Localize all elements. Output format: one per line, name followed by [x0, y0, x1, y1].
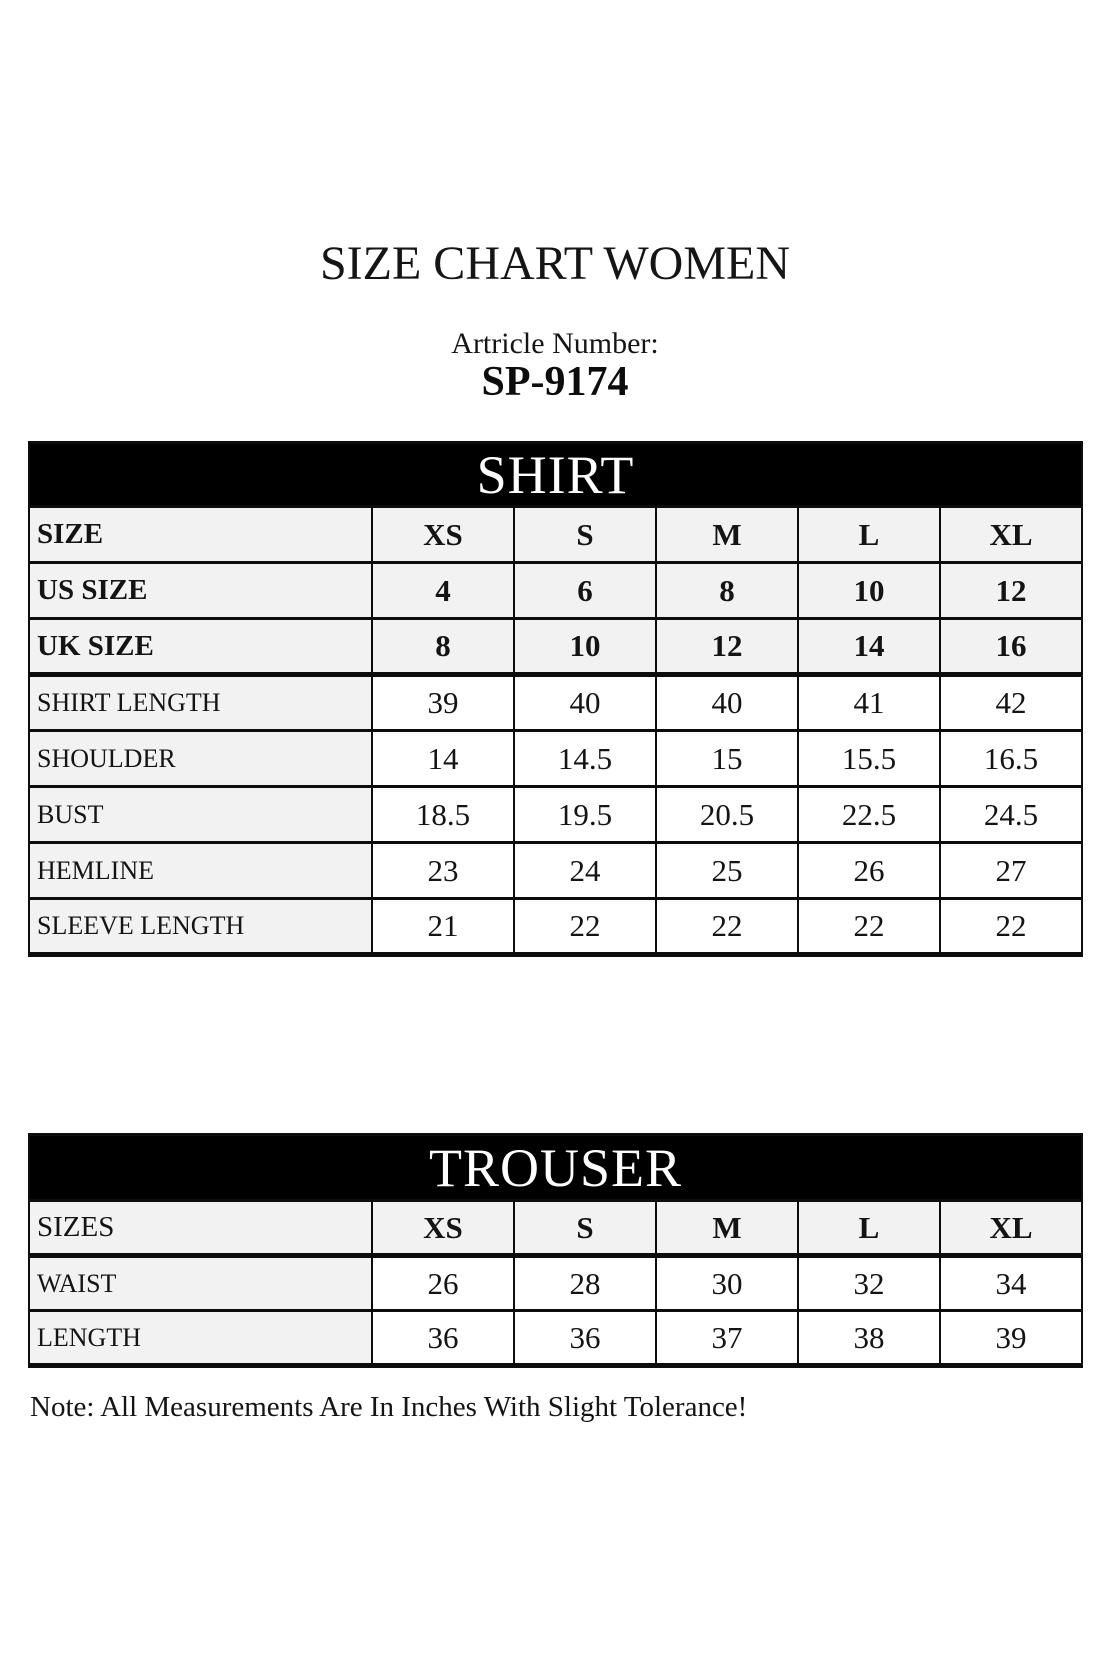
cell-value: 10	[514, 619, 656, 675]
cell-value: 41	[798, 675, 940, 731]
table-row-uk-size	[29, 619, 1082, 675]
table-row-us-size	[29, 563, 1082, 619]
cell-value: 36	[372, 1311, 514, 1366]
cell-value: L	[798, 507, 940, 563]
cell-value: 19.5	[514, 787, 656, 843]
trouser-size-table	[28, 1133, 1083, 1368]
table-row-sleeve-length	[29, 899, 1082, 955]
cell-value: S	[514, 507, 656, 563]
cell-value: 30	[656, 1256, 798, 1311]
table-row-waist	[29, 1256, 1082, 1311]
cell-value: 20.5	[656, 787, 798, 843]
cell-value: XS	[372, 1201, 514, 1256]
table-row-hemline	[29, 843, 1082, 899]
cell-value: 38	[798, 1311, 940, 1366]
cell-value: 26	[798, 843, 940, 899]
row-label: UK SIZE	[29, 619, 372, 675]
cell-value: 36	[514, 1311, 656, 1366]
cell-value: 22	[798, 899, 940, 955]
cell-value: XL	[940, 507, 1082, 563]
shirt-size-table	[28, 441, 1083, 957]
cell-value: 23	[372, 843, 514, 899]
cell-value: 24.5	[940, 787, 1082, 843]
cell-value: 14.5	[514, 731, 656, 787]
row-label: HEMLINE	[29, 843, 372, 899]
table-row-sizes	[29, 1201, 1082, 1256]
cell-value: M	[656, 507, 798, 563]
row-label: SHIRT LENGTH	[29, 675, 372, 731]
cell-value: 14	[798, 619, 940, 675]
cell-value: S	[514, 1201, 656, 1256]
table-row-length	[29, 1311, 1082, 1366]
table-row-bust	[29, 787, 1082, 843]
trouser-table-title: TROUSER	[29, 1135, 1082, 1201]
cell-value: 22	[940, 899, 1082, 955]
cell-value: 24	[514, 843, 656, 899]
row-label: SIZES	[29, 1201, 372, 1256]
cell-value: 40	[656, 675, 798, 731]
cell-value: 28	[514, 1256, 656, 1311]
cell-value: 26	[372, 1256, 514, 1311]
cell-value: XL	[940, 1201, 1082, 1256]
cell-value: 4	[372, 563, 514, 619]
cell-value: 22.5	[798, 787, 940, 843]
cell-value: 40	[514, 675, 656, 731]
cell-value: 21	[372, 899, 514, 955]
table-row-size	[29, 507, 1082, 563]
trouser-table-title-row	[29, 1135, 1082, 1201]
article-number-label: Artricle Number:	[451, 327, 659, 360]
cell-value: M	[656, 1201, 798, 1256]
cell-value: XS	[372, 507, 514, 563]
table-row-shoulder	[29, 731, 1082, 787]
cell-value: 37	[656, 1311, 798, 1366]
cell-value: 10	[798, 563, 940, 619]
cell-value: 39	[372, 675, 514, 731]
cell-value: 18.5	[372, 787, 514, 843]
cell-value: 16	[940, 619, 1082, 675]
cell-value: 8	[656, 563, 798, 619]
cell-value: 8	[372, 619, 514, 675]
cell-value: 15	[656, 731, 798, 787]
row-label: LENGTH	[29, 1311, 372, 1366]
cell-value: 32	[798, 1256, 940, 1311]
cell-value: 22	[656, 899, 798, 955]
row-label: SLEEVE LENGTH	[29, 899, 372, 955]
cell-value: 27	[940, 843, 1082, 899]
cell-value: 14	[372, 731, 514, 787]
cell-value: 12	[940, 563, 1082, 619]
cell-value: 39	[940, 1311, 1082, 1366]
cell-value: 34	[940, 1256, 1082, 1311]
shirt-table-title-row	[29, 443, 1082, 507]
cell-value: 15.5	[798, 731, 940, 787]
cell-value: 16.5	[940, 731, 1082, 787]
page-title: SIZE CHART WOMEN	[319, 237, 790, 290]
cell-value: 6	[514, 563, 656, 619]
shirt-table-title: SHIRT	[29, 443, 1082, 507]
row-label: SIZE	[29, 507, 372, 563]
row-label: BUST	[29, 787, 372, 843]
cell-value: L	[798, 1201, 940, 1256]
cell-value: 25	[656, 843, 798, 899]
row-label: SHOULDER	[29, 731, 372, 787]
article-number-value: SP-9174	[481, 359, 629, 405]
table-row-shirt-length	[29, 675, 1082, 731]
cell-value: 22	[514, 899, 656, 955]
row-label: US SIZE	[29, 563, 372, 619]
row-label: WAIST	[29, 1256, 372, 1311]
cell-value: 12	[656, 619, 798, 675]
cell-value: 42	[940, 675, 1082, 731]
measurement-note: Note: All Measurements Are In Inches With Slight Tolerance!	[30, 1391, 748, 1423]
